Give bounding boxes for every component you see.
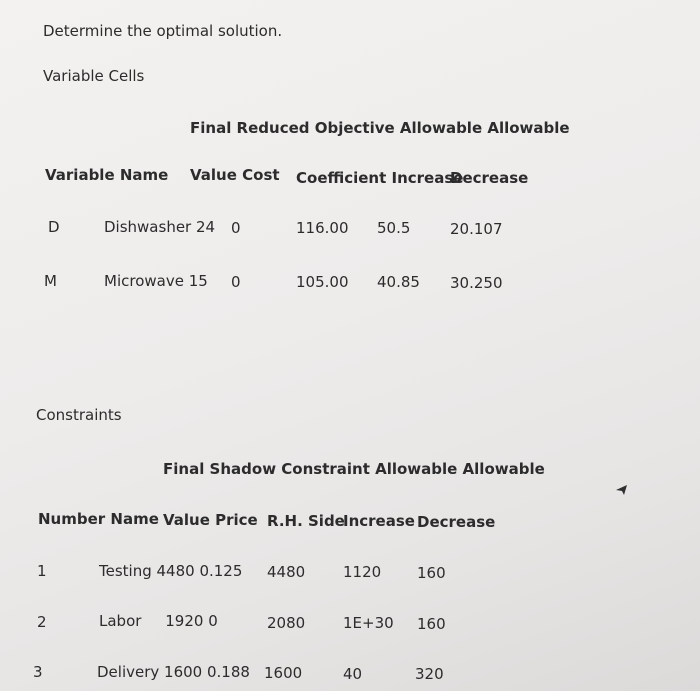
variable-row-m-objective-coefficient: 105.00 xyxy=(296,273,349,291)
rh-side-header: R.H. Side xyxy=(267,512,345,530)
constraint-row-2-number: 2 xyxy=(37,613,47,631)
constraint-row-2-rh-side: 2080 xyxy=(267,614,306,632)
constraint-row-1-allowable-decrease: 160 xyxy=(417,564,446,582)
constraint-row-2-name-value-price: Labor 1920 0 xyxy=(99,612,218,630)
increase-header: Increase xyxy=(343,512,415,530)
variable-header-row-1: Final Reduced Objective Allowable Allowable xyxy=(190,119,570,137)
constraint-row-3-allowable-decrease: 320 xyxy=(415,665,444,683)
variable-row-m-allowable-increase: 40.85 xyxy=(377,273,420,291)
variable-row-m-reduced-cost: 0 xyxy=(231,273,241,291)
variable-name-header: Variable Name xyxy=(45,166,169,184)
constraint-row-3-rh-side: 1600 xyxy=(264,664,303,682)
decrease-header: Decrease xyxy=(450,169,529,187)
constraints-heading: Constraints xyxy=(36,406,122,424)
constraint-row-3-name-value-price: Delivery 1600 0.188 xyxy=(97,663,250,681)
prompt-text: Determine the optimal solution. xyxy=(43,22,283,40)
variable-row-d-allowable-decrease: 20.107 xyxy=(450,220,503,238)
value-cost-header: Value Cost xyxy=(190,166,280,184)
variable-row-d-code: D xyxy=(48,218,60,236)
variable-row-d-objective-coefficient: 116.00 xyxy=(296,219,349,237)
variable-row-d-reduced-cost: 0 xyxy=(231,219,241,237)
coefficient-increase-header: Coefficient Increase xyxy=(296,169,464,187)
variable-row-d-name-value: Dishwasher 24 xyxy=(104,218,216,236)
constraint-row-3-allowable-increase: 40 xyxy=(343,665,363,683)
variable-cells-heading: Variable Cells xyxy=(43,67,145,85)
constraint-header-row-1: Final Shadow Constraint Allowable Allowable xyxy=(163,460,545,478)
value-price-header: Value Price xyxy=(163,511,258,529)
constraint-row-3-number: 3 xyxy=(33,663,43,681)
constraint-row-1-name-value-price: Testing 4480 0.125 xyxy=(99,562,243,580)
constraint-row-1-allowable-increase: 1120 xyxy=(343,563,382,581)
constraint-row-1-rh-side: 4480 xyxy=(267,563,306,581)
variable-row-m-allowable-decrease: 30.250 xyxy=(450,274,503,292)
mouse-pointer-icon xyxy=(615,483,629,497)
variable-row-m-name-value: Microwave 15 xyxy=(104,272,208,290)
constraint-row-1-number: 1 xyxy=(37,562,47,580)
number-name-header: Number Name xyxy=(38,510,159,528)
variable-row-d-allowable-increase: 50.5 xyxy=(377,219,411,237)
constraint-decrease-header: Decrease xyxy=(417,513,496,531)
constraint-row-2-allowable-decrease: 160 xyxy=(417,615,446,633)
constraint-row-2-allowable-increase: 1E+30 xyxy=(343,614,394,632)
variable-row-m-code: M xyxy=(44,272,57,290)
